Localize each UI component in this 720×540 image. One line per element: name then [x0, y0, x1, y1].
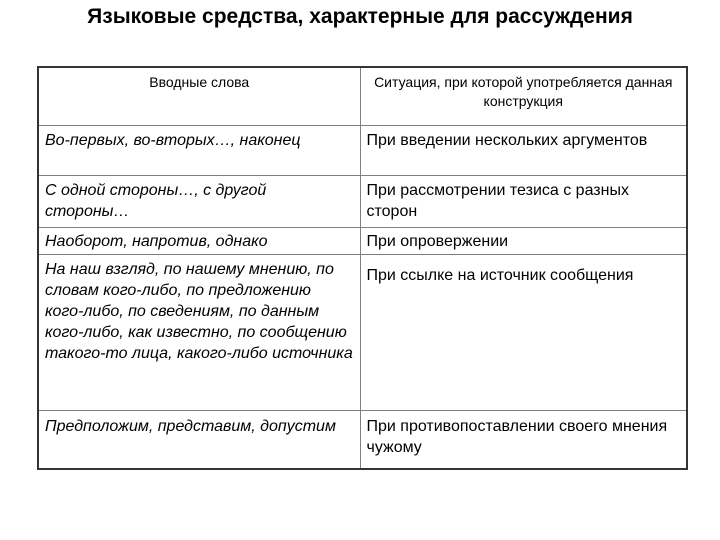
phrase-cell: С одной стороны…, с другой стороны…	[38, 175, 360, 227]
table-row	[38, 254, 687, 410]
table-row	[38, 410, 687, 469]
situation-cell: При введении нескольких аргументов	[360, 125, 687, 175]
table-row	[38, 125, 687, 175]
phrase-cell: Во-первых, во-вторых…, наконец	[38, 125, 360, 175]
column-header-phrases: Вводные слова	[38, 67, 360, 125]
phrase-cell: Предположим, представим, допустим	[38, 410, 360, 469]
column-header-situation: Ситуация, при которой употребляется данная конструкция	[360, 67, 687, 125]
situation-cell: При противопоставлении своего мнения чужому	[360, 410, 687, 469]
table-row	[38, 175, 687, 227]
phrase-cell: На наш взгляд, по нашему мнению, по словам кого-либо, по предложению кого-либо, по сведениям, по данным кого-либо, как известно, по сообщению такого-то лица, какого-либо источника	[38, 254, 360, 410]
situation-cell: При рассмотрении тезиса с разных сторон	[360, 175, 687, 227]
table-row	[38, 227, 687, 254]
page-title: Языковые средства, характерные для рассуждения	[87, 5, 633, 28]
phrases-table	[37, 66, 688, 470]
situation-cell: При опровержении	[360, 227, 687, 254]
table-header-row	[38, 67, 687, 125]
situation-cell: При ссылке на источник сообщения	[360, 254, 687, 410]
phrase-cell: Наоборот, напротив, однако	[38, 227, 360, 254]
